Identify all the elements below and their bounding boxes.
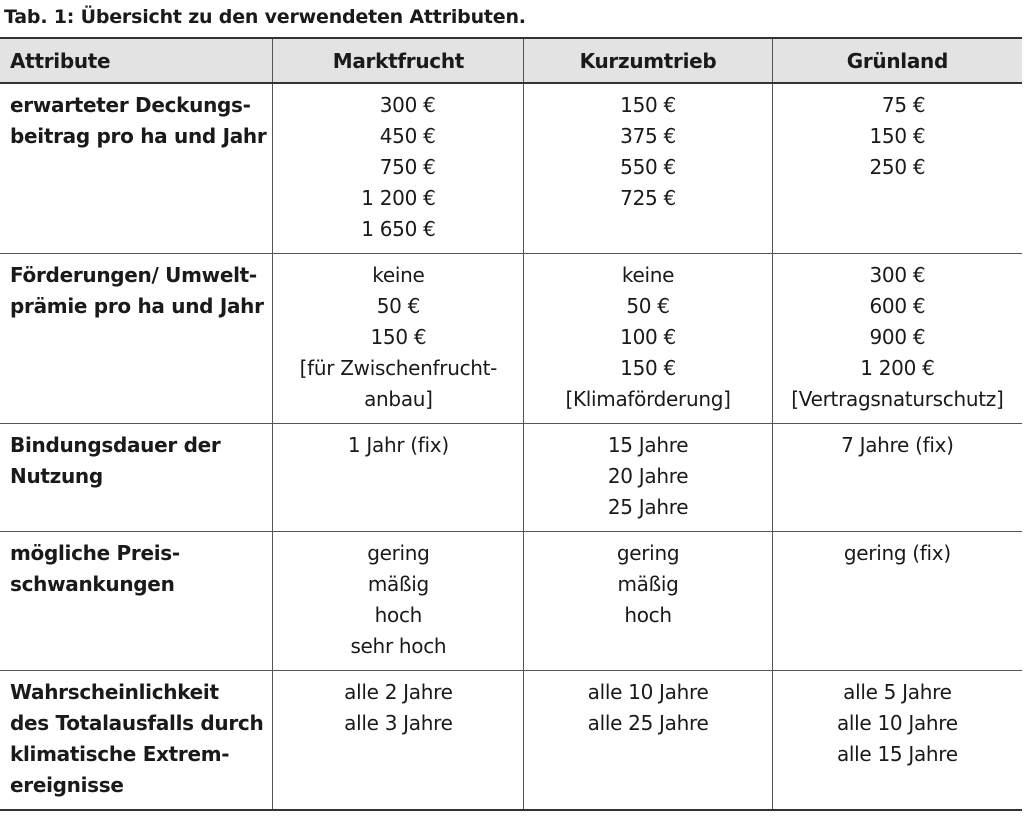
cell-value: 1 650 € — [361, 217, 436, 241]
attribute-label — [0, 83, 273, 254]
cell-values — [588, 677, 709, 739]
cell-values — [620, 90, 676, 214]
cell-value: 25 Jahre — [607, 495, 689, 519]
cell-value: [für Zwischenfrucht- — [299, 356, 498, 380]
attribute-label-line: ereignisse — [10, 773, 124, 797]
cell-value: [Vertragsnaturschutz] — [791, 387, 1004, 411]
attribute-label — [0, 671, 273, 811]
table-row — [0, 532, 1022, 671]
cell-value: gering (fix) — [843, 541, 951, 565]
cell-values — [565, 260, 730, 415]
cell-kurzumtrieb — [524, 254, 772, 424]
cell-gruenland — [772, 532, 1022, 671]
cell-value: gering — [367, 541, 430, 565]
cell-kurzumtrieb — [524, 671, 772, 811]
cell-kurzumtrieb — [524, 424, 772, 532]
cell-values — [361, 90, 435, 245]
cell-values — [841, 430, 954, 461]
cell-value: 50 € — [376, 294, 421, 318]
cell-marktfrucht — [273, 671, 524, 811]
cell-value: alle 3 Jahre — [344, 711, 453, 735]
attribute-label — [0, 254, 273, 424]
table-caption: Tab. 1: Übersicht zu den verwendeten Attributen. — [4, 6, 526, 28]
cell-value: 150 € — [620, 356, 676, 380]
cell-kurzumtrieb — [524, 532, 772, 671]
cell-gruenland — [772, 424, 1022, 532]
cell-value: 150 € — [370, 325, 427, 349]
cell-marktfrucht — [273, 254, 524, 424]
cell-values — [608, 430, 688, 523]
attribute-label-line: Förderungen/ Umwelt- — [10, 263, 257, 287]
attribute-label — [0, 424, 273, 532]
cell-marktfrucht — [273, 532, 524, 671]
cell-values — [791, 260, 1003, 415]
cell-value: keine — [621, 263, 675, 287]
cell-value: 450 € — [379, 124, 436, 148]
table-row — [0, 83, 1022, 254]
cell-value: mäßig — [367, 572, 429, 596]
cell-value: alle 10 Jahre — [587, 680, 709, 704]
cell-kurzumtrieb — [524, 83, 772, 254]
header-marktfrucht: Marktfrucht — [273, 38, 524, 83]
cell-value: 300 € — [869, 263, 926, 287]
attribute-label-line: Bindungsdauer der — [10, 433, 221, 457]
cell-value: 1 Jahr (fix) — [347, 433, 449, 457]
attribute-label-line: mögliche Preis- — [10, 541, 180, 565]
cell-value: sehr hoch — [350, 634, 447, 658]
cell-value: [Klimaförderung] — [565, 387, 731, 411]
cell-value: 1 200 € — [361, 186, 436, 210]
cell-value: gering — [616, 541, 680, 565]
cell-values — [617, 538, 679, 631]
cell-values — [869, 90, 925, 183]
attribute-label-line: Nutzung — [10, 464, 103, 488]
table-row — [0, 424, 1022, 532]
cell-value: 50 € — [626, 294, 670, 318]
attribute-label-line: des Totalausfalls durch — [10, 711, 264, 735]
attribute-label-line: klimatische Extrem- — [10, 742, 230, 766]
cell-value: 375 € — [620, 124, 676, 148]
header-kurzumtrieb: Kurzumtrieb — [524, 38, 772, 83]
cell-value: alle 25 Jahre — [587, 711, 709, 735]
cell-value: alle 5 Jahre — [843, 680, 952, 704]
table-header-row — [0, 38, 1022, 83]
cell-values — [348, 430, 449, 461]
cell-value: 250 € — [869, 155, 926, 179]
attribute-label-line: prämie pro ha und Jahr — [10, 294, 264, 318]
attribute-label — [0, 532, 273, 671]
cell-marktfrucht — [273, 83, 524, 254]
cell-value: alle 15 Jahre — [836, 742, 958, 766]
cell-gruenland — [772, 83, 1022, 254]
cell-values — [350, 538, 446, 662]
cell-values — [300, 260, 497, 415]
cell-marktfrucht — [273, 424, 524, 532]
cell-value: 750 € — [379, 155, 436, 179]
header-attribute: Attribute — [0, 38, 273, 83]
cell-value: 100 € — [620, 325, 676, 349]
table-row — [0, 671, 1022, 811]
cell-value: 600 € — [869, 294, 926, 318]
cell-value: keine — [372, 263, 425, 287]
attribute-label-line: erwarteter Deckungs- — [10, 93, 251, 117]
attribute-label-line: schwankungen — [10, 572, 175, 596]
cell-gruenland — [772, 671, 1022, 811]
cell-values — [837, 677, 958, 770]
cell-value: 300 € — [379, 93, 436, 117]
cell-value: 7 Jahre (fix) — [841, 433, 954, 457]
cell-value: hoch — [374, 603, 423, 627]
cell-value: 75 € — [881, 93, 926, 117]
cell-value: 20 Jahre — [607, 464, 689, 488]
cell-values — [844, 538, 951, 569]
cell-value: alle 2 Jahre — [344, 680, 453, 704]
cell-gruenland — [772, 254, 1022, 424]
cell-value: hoch — [624, 603, 672, 627]
cell-value: 15 Jahre — [607, 433, 689, 457]
header-gruenland: Grünland — [772, 38, 1022, 83]
cell-value: 900 € — [869, 325, 926, 349]
cell-value: 1 200 € — [860, 356, 935, 380]
table-body — [0, 83, 1022, 810]
cell-value: anbau] — [364, 387, 433, 411]
cell-value: mäßig — [617, 572, 679, 596]
attribute-label-line: Wahrscheinlichkeit — [10, 680, 219, 704]
attribute-table — [0, 37, 1022, 811]
cell-values — [344, 677, 452, 739]
cell-value: 150 € — [620, 93, 676, 117]
cell-value: alle 10 Jahre — [836, 711, 958, 735]
cell-value: 725 € — [620, 186, 676, 210]
attribute-label-line: beitrag pro ha und Jahr — [10, 124, 267, 148]
table-row — [0, 254, 1022, 424]
cell-value: 150 € — [869, 124, 926, 148]
cell-value: 550 € — [620, 155, 676, 179]
